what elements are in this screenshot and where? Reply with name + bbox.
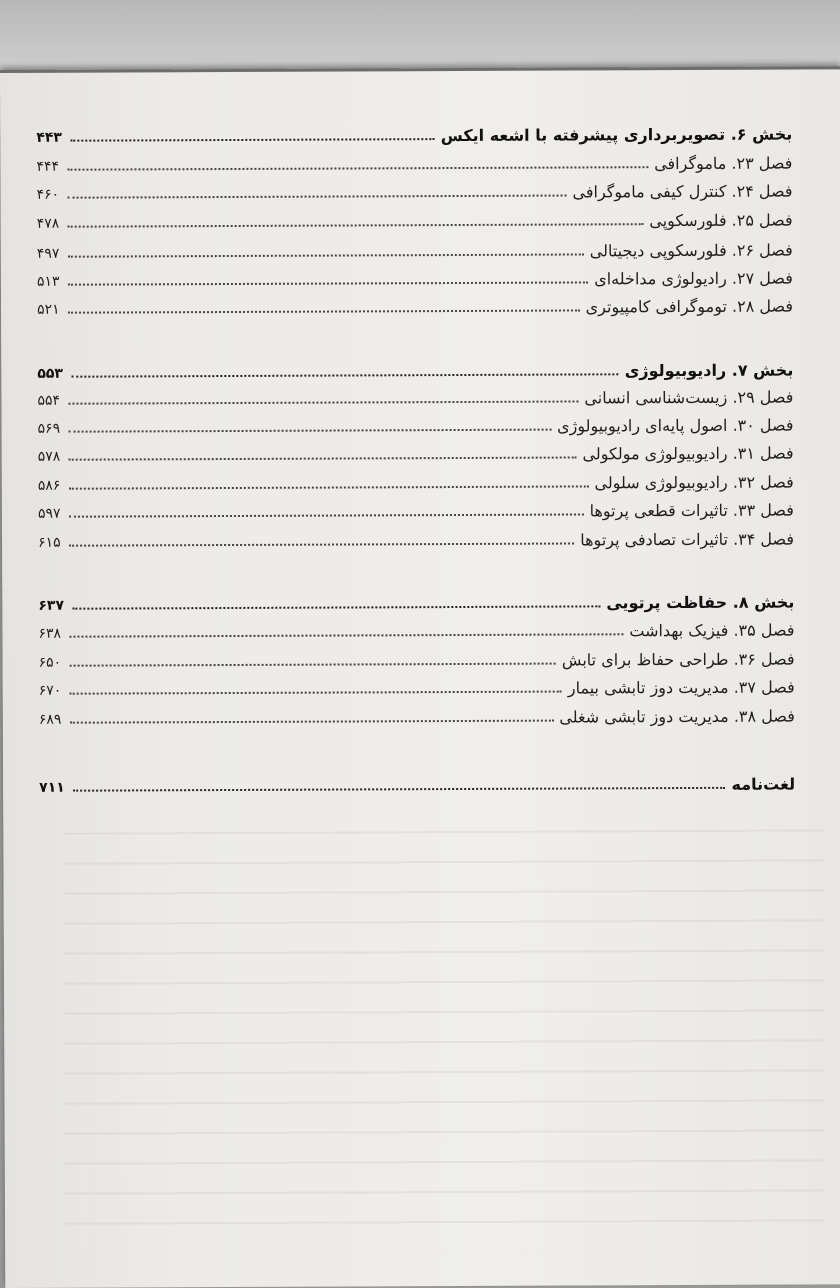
toc-chapter-row — [36, 149, 792, 176]
toc-chapter-row — [37, 236, 793, 263]
dot-leader — [68, 456, 576, 460]
toc-page-number: ۶۱۵ — [38, 534, 61, 551]
dot-leader — [69, 720, 553, 724]
table-of-contents — [0, 69, 840, 1288]
toc-page-number: ۴۴۳ — [36, 129, 62, 146]
toc-chapter-title: فصل ۳۲. رادیوبیولوژی سلولی — [594, 472, 794, 493]
toc-page-number: ۴۴۴ — [36, 158, 60, 175]
toc-chapter-title: فصل ۲۴. کنترل کیفی ماموگرافی — [572, 181, 793, 202]
toc-page-number: ۴۶۰ — [36, 186, 60, 203]
toc-chapter-title: فصل ۳۰. اصول پایه‌ای رادیوبیولوژی — [557, 415, 794, 436]
toc-page-number: ۵۸۶ — [37, 477, 61, 494]
toc-chapter-title: فصل ۳۸. مدیریت دوز تابشی شغلی — [559, 706, 795, 727]
toc-chapter-row — [38, 525, 794, 552]
toc-part-row — [38, 588, 794, 615]
dot-leader — [70, 138, 435, 142]
toc-part-title: بخش ۶. تصویربرداری پیشرفته با اشعه ایکس — [440, 124, 793, 146]
dot-leader — [68, 485, 588, 489]
toc-chapter-row — [38, 411, 794, 438]
toc-page-number: ۵۵۳ — [37, 365, 64, 382]
dot-leader — [67, 253, 583, 257]
toc-part-title: بخش ۸. حفاظت پرتویی — [606, 592, 795, 613]
toc-chapter-row — [38, 439, 794, 466]
toc-chapter-row — [39, 645, 795, 672]
toc-chapter-title: فصل ۲۳. ماموگرافی — [654, 153, 793, 174]
toc-chapter-row — [39, 702, 795, 729]
toc-page-number: ۶۷۰ — [38, 682, 62, 699]
dot-leader — [71, 373, 619, 377]
toc-chapter-row — [37, 206, 793, 233]
toc-chapter-title: فصل ۳۳. تاثیرات قطعی پرتوها — [589, 500, 794, 521]
toc-page-number: ۴۷۸ — [36, 215, 60, 232]
toc-part-title: لغت‌نامه — [731, 774, 796, 794]
toc-page-number: ۵۶۹ — [37, 420, 61, 437]
toc-chapter-title: فصل ۳۵. فیزیک بهداشت — [629, 620, 795, 641]
dot-leader — [69, 633, 623, 637]
toc-chapter-title: فصل ۲۷. رادیولوژی مداخله‌ای — [594, 268, 793, 289]
toc-part-row — [36, 120, 792, 147]
dot-leader — [67, 195, 566, 199]
toc-chapter-row — [39, 673, 795, 700]
toc-chapter-row — [38, 496, 794, 523]
toc-page-number: ۶۵۰ — [38, 654, 62, 671]
toc-page-number: ۵۱۳ — [36, 273, 60, 290]
toc-chapter-title: فصل ۲۹. زیست‌شناسی انسانی — [584, 387, 794, 408]
toc-chapter-row — [37, 383, 793, 410]
toc-chapter-title: فصل ۲۸. توموگرافی کامپیوتری — [585, 296, 794, 317]
toc-part-row — [39, 770, 795, 797]
toc-page-number: ۶۳۸ — [38, 625, 62, 642]
toc-page-number: ۵۲۱ — [37, 301, 60, 318]
toc-chapter-row — [37, 264, 793, 291]
dot-leader — [68, 429, 551, 433]
dot-leader — [69, 663, 556, 667]
toc-chapter-title: فصل ۳۴. تاثیرات تصادفی پرتوها — [580, 529, 795, 550]
dot-leader — [68, 309, 580, 313]
toc-chapter-row — [37, 292, 793, 319]
toc-chapter-title: فصل ۲۵. فلورسکوپی — [649, 210, 793, 231]
dot-leader — [69, 513, 584, 517]
toc-part-title: بخش ۷. رادیوبیولوژی — [624, 360, 794, 381]
dot-leader — [67, 223, 643, 228]
book-page — [0, 66, 840, 1288]
toc-chapter-row — [38, 616, 794, 643]
toc-chapter-title: فصل ۳۷. مدیریت دوز تابشی بیمار — [567, 677, 795, 698]
toc-chapter-title: فصل ۳۶. طراحی حفاظ برای تابش — [561, 649, 795, 670]
toc-page-number: ۷۱۱ — [39, 779, 65, 796]
toc-page-number: ۵۵۴ — [37, 392, 61, 409]
dot-leader — [67, 166, 648, 171]
dot-leader — [69, 691, 562, 695]
dot-leader — [67, 281, 588, 285]
toc-page-number: ۶۸۹ — [38, 711, 62, 728]
dot-leader — [68, 400, 578, 404]
toc-part-row — [37, 356, 793, 383]
toc-chapter-title: فصل ۲۶. فلورسکوپی دیجیتالی — [589, 240, 793, 261]
toc-page-number: ۴۹۷ — [36, 245, 60, 262]
toc-chapter-row — [38, 468, 794, 495]
toc-chapter-row — [36, 177, 792, 204]
toc-page-number: ۵۹۷ — [37, 505, 61, 522]
dot-leader — [73, 787, 726, 792]
toc-chapter-title: فصل ۳۱. رادیوبیولوژی مولکولی — [582, 443, 794, 464]
toc-page-number: ۶۳۷ — [38, 597, 65, 614]
dot-leader — [72, 605, 600, 609]
toc-page-number: ۵۷۸ — [37, 448, 61, 465]
dot-leader — [69, 542, 575, 546]
